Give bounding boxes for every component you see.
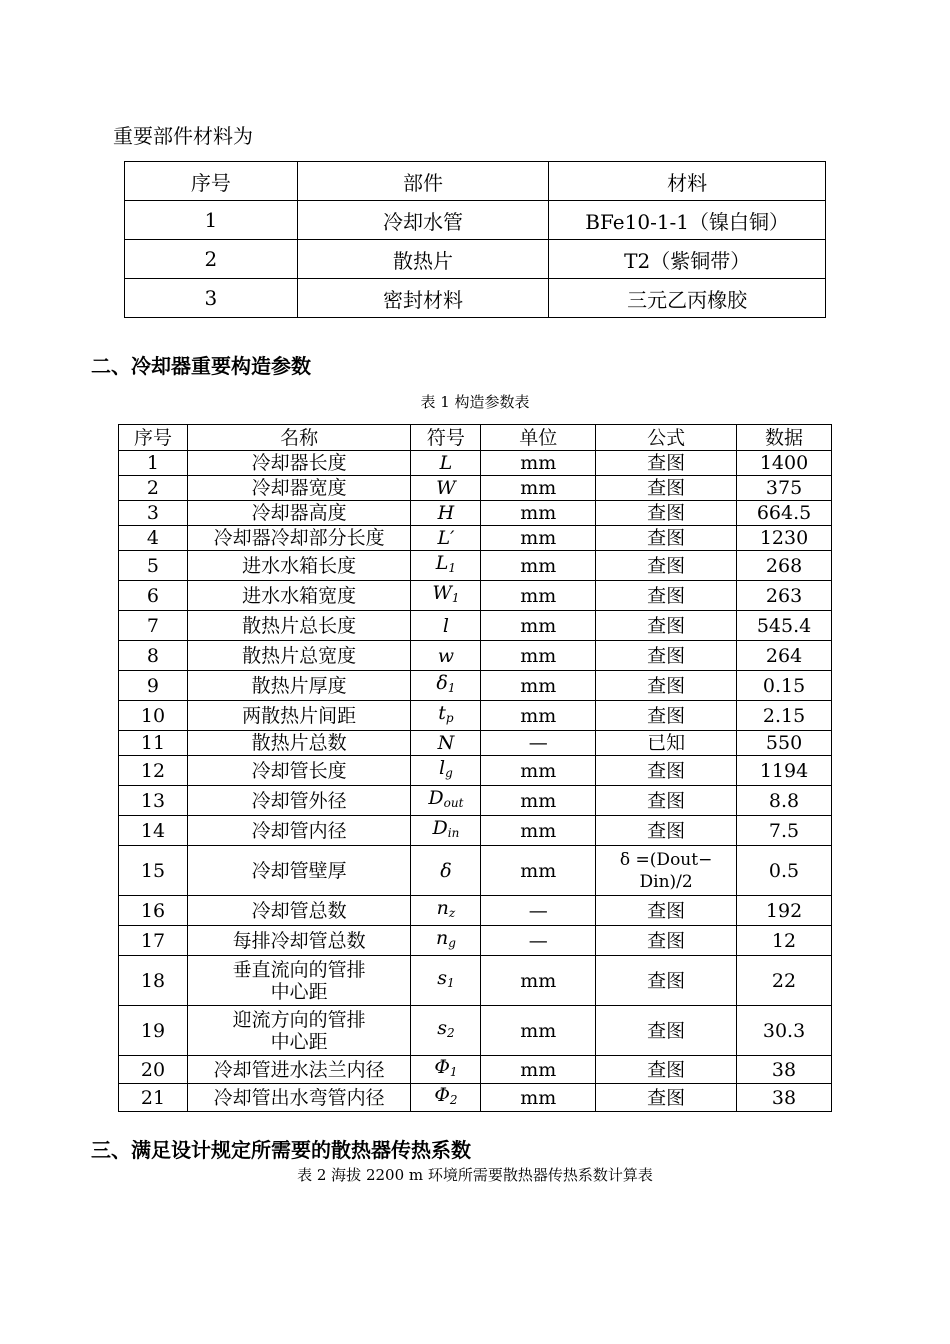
header-cell: 数据 xyxy=(737,425,832,451)
row-number: 17 xyxy=(119,926,188,956)
param-name: 散热片总宽度 xyxy=(187,641,411,671)
param-unit: mm xyxy=(481,846,596,896)
param-symbol: $n_g$ xyxy=(411,926,481,956)
param-symbol: L′ xyxy=(411,526,481,551)
materials-table xyxy=(124,161,826,318)
param-unit: — xyxy=(481,731,596,756)
table-row xyxy=(119,956,832,1006)
row-number: 11 xyxy=(119,731,188,756)
table-row xyxy=(119,1056,832,1084)
header-cell: 序号 xyxy=(125,162,298,201)
param-value: 38 xyxy=(737,1084,832,1112)
param-name: 冷却管外径 xyxy=(187,786,411,816)
table-cell: 散热片 xyxy=(297,240,549,279)
param-unit: mm xyxy=(481,756,596,786)
param-symbol: w xyxy=(411,641,481,671)
param-unit: mm xyxy=(481,451,596,476)
section3-heading: 三、满足设计规定所需要的散热器传热系数 xyxy=(91,1138,471,1162)
section2-heading: 二、冷却器重要构造参数 xyxy=(91,354,311,378)
param-value: 264 xyxy=(737,641,832,671)
param-symbol: $W_1$ xyxy=(411,581,481,611)
row-number: 12 xyxy=(119,756,188,786)
param-formula: 查图 xyxy=(596,896,737,926)
param-unit: mm xyxy=(481,611,596,641)
param-symbol: $l_g$ xyxy=(411,756,481,786)
param-symbol: L xyxy=(411,451,481,476)
param-formula: 查图 xyxy=(596,1006,737,1056)
param-symbol: $L_1$ xyxy=(411,551,481,581)
row-number: 10 xyxy=(119,701,188,731)
parameters-header-row xyxy=(119,425,832,451)
row-number: 1 xyxy=(119,451,188,476)
param-formula: 已知 xyxy=(596,731,737,756)
param-name: 冷却管壁厚 xyxy=(187,846,411,896)
param-formula: δ =(Dout− Din)/2 xyxy=(596,846,737,896)
param-value: 7.5 xyxy=(737,816,832,846)
param-value: 664.5 xyxy=(737,501,832,526)
table1-caption: 表 1 构造参数表 xyxy=(420,393,530,411)
param-symbol: N xyxy=(411,731,481,756)
param-name: 每排冷却管总数 xyxy=(187,926,411,956)
header-cell: 部件 xyxy=(297,162,549,201)
param-value: 550 xyxy=(737,731,832,756)
param-value: 0.15 xyxy=(737,671,832,701)
param-name: 迎流方向的管排 中心距 xyxy=(187,1006,411,1056)
row-number: 5 xyxy=(119,551,188,581)
param-unit: mm xyxy=(481,581,596,611)
param-value: 192 xyxy=(737,896,832,926)
header-cell: 名称 xyxy=(187,425,411,451)
param-symbol: $D_{in}$ xyxy=(411,816,481,846)
intro-text: 重要部件材料为 xyxy=(113,124,253,148)
table-row xyxy=(119,756,832,786)
param-formula: 查图 xyxy=(596,816,737,846)
param-symbol: $s_1$ xyxy=(411,956,481,1006)
param-formula: 查图 xyxy=(596,501,737,526)
param-unit: mm xyxy=(481,816,596,846)
header-cell: 单位 xyxy=(481,425,596,451)
row-number: 21 xyxy=(119,1084,188,1112)
row-number: 2 xyxy=(119,476,188,501)
param-formula: 查图 xyxy=(596,756,737,786)
param-unit: mm xyxy=(481,786,596,816)
param-formula: 查图 xyxy=(596,1056,737,1084)
table-row xyxy=(119,731,832,756)
row-number: 9 xyxy=(119,671,188,701)
table-row xyxy=(119,581,832,611)
row-number: 19 xyxy=(119,1006,188,1056)
param-value: 375 xyxy=(737,476,832,501)
table-row xyxy=(119,701,832,731)
row-number: 8 xyxy=(119,641,188,671)
row-number: 7 xyxy=(119,611,188,641)
param-symbol: $\Phi_1$ xyxy=(411,1056,481,1084)
param-formula: 查图 xyxy=(596,1084,737,1112)
table-row xyxy=(119,641,832,671)
param-name: 冷却管长度 xyxy=(187,756,411,786)
param-name: 两散热片间距 xyxy=(187,701,411,731)
table-row xyxy=(119,1006,832,1056)
param-value: 22 xyxy=(737,956,832,1006)
table-row xyxy=(119,896,832,926)
row-number: 4 xyxy=(119,526,188,551)
param-formula: 查图 xyxy=(596,926,737,956)
header-cell: 材料 xyxy=(549,162,826,201)
param-value: 545.4 xyxy=(737,611,832,641)
param-unit: — xyxy=(481,896,596,926)
param-unit: mm xyxy=(481,501,596,526)
param-formula: 查图 xyxy=(596,641,737,671)
table-row xyxy=(119,611,832,641)
param-formula: 查图 xyxy=(596,611,737,641)
param-name: 进水水箱长度 xyxy=(187,551,411,581)
param-name: 冷却管总数 xyxy=(187,896,411,926)
param-formula: 查图 xyxy=(596,451,737,476)
param-name: 冷却器冷却部分长度 xyxy=(187,526,411,551)
param-unit: mm xyxy=(481,1084,596,1112)
param-name: 冷却器长度 xyxy=(187,451,411,476)
param-symbol: l xyxy=(411,611,481,641)
param-value: 263 xyxy=(737,581,832,611)
table-cell: T2（紫铜带） xyxy=(549,240,826,279)
param-unit: mm xyxy=(481,476,596,501)
table-row xyxy=(119,1084,832,1112)
table-cell: 密封材料 xyxy=(297,279,549,318)
row-number: 13 xyxy=(119,786,188,816)
param-value: 1230 xyxy=(737,526,832,551)
param-name: 冷却管出水弯管内径 xyxy=(187,1084,411,1112)
table-row xyxy=(119,476,832,501)
param-unit: mm xyxy=(481,551,596,581)
param-formula: 查图 xyxy=(596,701,737,731)
param-unit: mm xyxy=(481,1056,596,1084)
parameters-table xyxy=(118,424,832,1112)
param-symbol: W xyxy=(411,476,481,501)
param-formula: 查图 xyxy=(596,476,737,501)
table-row xyxy=(119,526,832,551)
table-row xyxy=(119,926,832,956)
row-number: 14 xyxy=(119,816,188,846)
table-row xyxy=(125,240,826,279)
param-value: 0.5 xyxy=(737,846,832,896)
table-cell: 2 xyxy=(125,240,298,279)
param-formula: 查图 xyxy=(596,786,737,816)
table-cell: 冷却水管 xyxy=(297,201,549,240)
param-value: 1194 xyxy=(737,756,832,786)
param-value: 2.15 xyxy=(737,701,832,731)
table-row xyxy=(125,201,826,240)
table-row xyxy=(119,846,832,896)
param-formula: 查图 xyxy=(596,551,737,581)
param-name: 冷却管进水法兰内径 xyxy=(187,1056,411,1084)
param-symbol: $t_p$ xyxy=(411,701,481,731)
row-number: 20 xyxy=(119,1056,188,1084)
param-unit: — xyxy=(481,926,596,956)
row-number: 6 xyxy=(119,581,188,611)
param-name: 冷却器高度 xyxy=(187,501,411,526)
table-row xyxy=(125,279,826,318)
param-formula: 查图 xyxy=(596,526,737,551)
param-unit: mm xyxy=(481,1006,596,1056)
param-name: 冷却管内径 xyxy=(187,816,411,846)
param-name: 散热片厚度 xyxy=(187,671,411,701)
param-symbol: $s_2$ xyxy=(411,1006,481,1056)
param-value: 1400 xyxy=(737,451,832,476)
row-number: 15 xyxy=(119,846,188,896)
param-symbol: $\Phi_2$ xyxy=(411,1084,481,1112)
table-row xyxy=(119,786,832,816)
param-formula: 查图 xyxy=(596,581,737,611)
table-row xyxy=(119,551,832,581)
param-name: 冷却器宽度 xyxy=(187,476,411,501)
table-row xyxy=(119,451,832,476)
param-unit: mm xyxy=(481,701,596,731)
param-symbol: $\delta_1$ xyxy=(411,671,481,701)
header-cell: 公式 xyxy=(596,425,737,451)
table-cell: 1 xyxy=(125,201,298,240)
param-value: 268 xyxy=(737,551,832,581)
param-unit: mm xyxy=(481,956,596,1006)
table2-caption: 表 2 海拔 2200 m 环境所需要散热器传热系数计算表 xyxy=(297,1166,653,1184)
param-name: 垂直流向的管排 中心距 xyxy=(187,956,411,1006)
param-symbol: δ xyxy=(411,846,481,896)
materials-header-row xyxy=(125,162,826,201)
param-name: 进水水箱宽度 xyxy=(187,581,411,611)
param-name: 散热片总数 xyxy=(187,731,411,756)
table-row xyxy=(119,501,832,526)
header-cell: 符号 xyxy=(411,425,481,451)
table-cell: 三元乙丙橡胶 xyxy=(549,279,826,318)
param-symbol: $n_z$ xyxy=(411,896,481,926)
param-formula: 查图 xyxy=(596,956,737,1006)
table-cell: BFe10-1-1（镍白铜） xyxy=(549,201,826,240)
param-value: 8.8 xyxy=(737,786,832,816)
table-cell: 3 xyxy=(125,279,298,318)
param-value: 30.3 xyxy=(737,1006,832,1056)
header-cell: 序号 xyxy=(119,425,188,451)
param-symbol: H xyxy=(411,501,481,526)
param-value: 38 xyxy=(737,1056,832,1084)
row-number: 18 xyxy=(119,956,188,1006)
table-row xyxy=(119,671,832,701)
row-number: 3 xyxy=(119,501,188,526)
param-unit: mm xyxy=(481,641,596,671)
param-unit: mm xyxy=(481,671,596,701)
param-unit: mm xyxy=(481,526,596,551)
row-number: 16 xyxy=(119,896,188,926)
param-symbol: $D_{out}$ xyxy=(411,786,481,816)
param-name: 散热片总长度 xyxy=(187,611,411,641)
param-formula: 查图 xyxy=(596,671,737,701)
table-row xyxy=(119,816,832,846)
param-value: 12 xyxy=(737,926,832,956)
